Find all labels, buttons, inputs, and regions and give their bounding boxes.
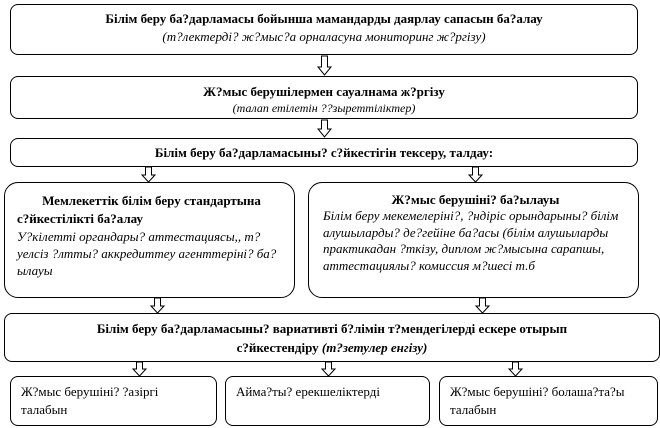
arrow-down: [133, 362, 146, 376]
arrow-down: [322, 362, 335, 376]
bottom-box-text: Ж?мыс берушіні? ?азіргі талабын: [21, 384, 159, 417]
left-box-title-2: с?йкестілікті ба?алау: [17, 211, 144, 226]
arrow-down: [318, 56, 331, 75]
bottom-box-future-demand: [439, 376, 658, 426]
right-box-body: Білім беру мекемелеріні?, ?ндіріс орындарыны? білім алушыларды? де?гейіне ба?асы (білім алушыларды практикадан ?ткізу, диплом ж?мысына сарапшы, аттестациялы? комиссия м?шесі т.б: [323, 208, 619, 273]
arrow-down: [142, 167, 155, 182]
left-box-title-1: Мемлекеттік білім беру стандартына: [42, 193, 261, 208]
bottom-box-text: Ж?мыс берушіні? болаша?та?ы талабын: [450, 384, 625, 417]
check-title: Білім беру ба?дарламасыны? с?йкестігін тексеру, талдау:: [154, 145, 494, 160]
variative-line2-italic: (т?зетулер енгізу): [321, 340, 428, 355]
top-subtitle: (т?лектерді? ж?мыс?а орналасуна мониторинг ж?ргізу): [162, 29, 486, 44]
arrow-down: [318, 120, 331, 137]
arrow-down: [151, 298, 164, 313]
left-box: [4, 182, 295, 298]
arrow-down: [476, 298, 489, 313]
survey-title: Ж?мыс берушілермен сауалнама ж?ргізу: [203, 84, 445, 99]
right-box-title: Ж?мыс берушіні? ба?ылауы: [391, 192, 560, 207]
bottom-box-current-demand: [10, 376, 217, 426]
variative-line1: Білім беру ба?дарламасыны? вариативті б?лімін т?мендегілерді ескере отырып: [96, 321, 568, 336]
survey-subtitle: (талап етілетін ??зыреттіліктер): [232, 101, 416, 115]
check-box: [10, 138, 638, 167]
arrow-down: [469, 167, 482, 182]
arrow-down: [509, 362, 522, 376]
bottom-box-text: Аймa?ты? ерекшеліктерді: [236, 384, 380, 399]
bottom-box-regional: [225, 376, 430, 426]
survey-box: [10, 76, 638, 119]
right-box: [308, 182, 639, 298]
left-box-body: У?кілетті органдары? аттестациясы,, т?уелсіз ?лтты? аккредиттеу агенттеріні? ба?ылауы: [17, 229, 277, 278]
top-box: [10, 4, 638, 55]
variative-line2-bold: с?йкестендіру: [236, 340, 319, 355]
variative-box: [4, 313, 660, 362]
top-title: Білім беру ба?дарламасы бойынша мамандарды даярлау сапасын ба?алау: [105, 11, 543, 26]
